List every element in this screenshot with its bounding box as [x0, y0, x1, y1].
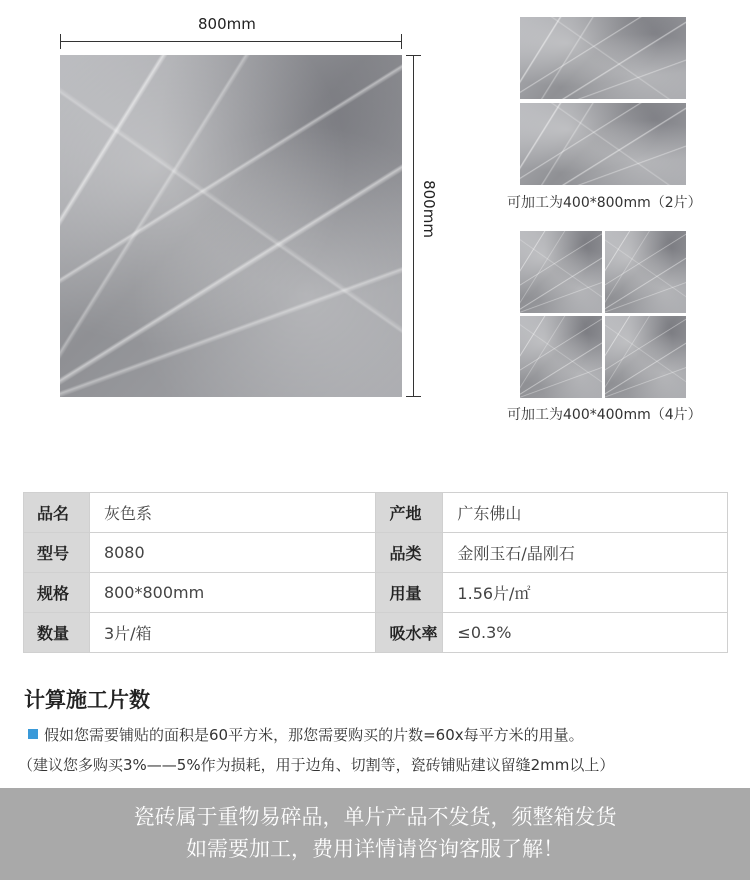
- spec-value: ≤0.3%: [443, 613, 728, 653]
- spec-value: 1.56片/㎡: [443, 573, 728, 613]
- spec-value: 灰色系: [89, 493, 376, 533]
- spec-key: 品名: [24, 493, 90, 533]
- spec-key: 规格: [24, 573, 90, 613]
- spec-key: 数量: [24, 613, 90, 653]
- spec-value: 800*800mm: [89, 573, 376, 613]
- option-2-pieces-bottom: [520, 103, 686, 185]
- height-dimension-line: [413, 55, 414, 397]
- spec-value: 8080: [89, 533, 376, 573]
- table-row: [24, 613, 728, 653]
- square-bullet-icon: [28, 729, 38, 739]
- spec-table: [23, 492, 728, 653]
- table-row: [24, 533, 728, 573]
- calculation-example-text: 假如您需要铺贴的面积是60平方米，那您需要购买的片数=60x每平方米的用量。: [44, 726, 584, 744]
- spec-value: 3片/箱: [89, 613, 376, 653]
- spec-value: 广东佛山: [443, 493, 728, 533]
- notice-line-2: 如需要加工，费用详情请咨询客服了解！: [186, 837, 564, 861]
- option-4-pieces-tl: [520, 231, 602, 313]
- calculation-example: [28, 724, 584, 745]
- notice-banner: [0, 788, 750, 880]
- spec-key: 品类: [376, 533, 443, 573]
- height-dimension-tick-top: [406, 55, 421, 56]
- spec-value: 金刚玉石/晶刚石: [443, 533, 728, 573]
- calculation-title: 计算施工片数: [24, 688, 150, 712]
- height-dimension-label: 800mm: [419, 180, 438, 238]
- option-2-pieces-caption: 可加工为400*800mm（2片）: [507, 195, 702, 211]
- calculation-note: （建议您多购买3%——5%作为损耗，用于边角、切割等，瓷砖铺贴建议留缝2mm以上）: [18, 756, 615, 774]
- table-row: [24, 573, 728, 613]
- width-dimension-tick-left: [60, 34, 61, 49]
- option-4-pieces-caption: 可加工为400*400mm（4片）: [507, 407, 702, 423]
- spec-key: 型号: [24, 533, 90, 573]
- option-4-pieces-bl: [520, 316, 602, 398]
- spec-key: 吸水率: [376, 613, 443, 653]
- option-4-pieces-tr: [605, 231, 686, 313]
- width-dimension-label: 800mm: [198, 15, 256, 33]
- width-dimension-line: [60, 41, 402, 42]
- main-tile-image: [60, 55, 402, 397]
- spec-key: 产地: [376, 493, 443, 533]
- option-2-pieces-top: [520, 17, 686, 99]
- notice-line-1: 瓷砖属于重物易碎品，单片产品不发货，须整箱发货: [133, 805, 617, 829]
- spec-key: 用量: [376, 573, 443, 613]
- table-row: [24, 493, 728, 533]
- option-4-pieces-br: [605, 316, 686, 398]
- height-dimension-tick-bottom: [406, 396, 421, 397]
- width-dimension-tick-right: [401, 34, 402, 49]
